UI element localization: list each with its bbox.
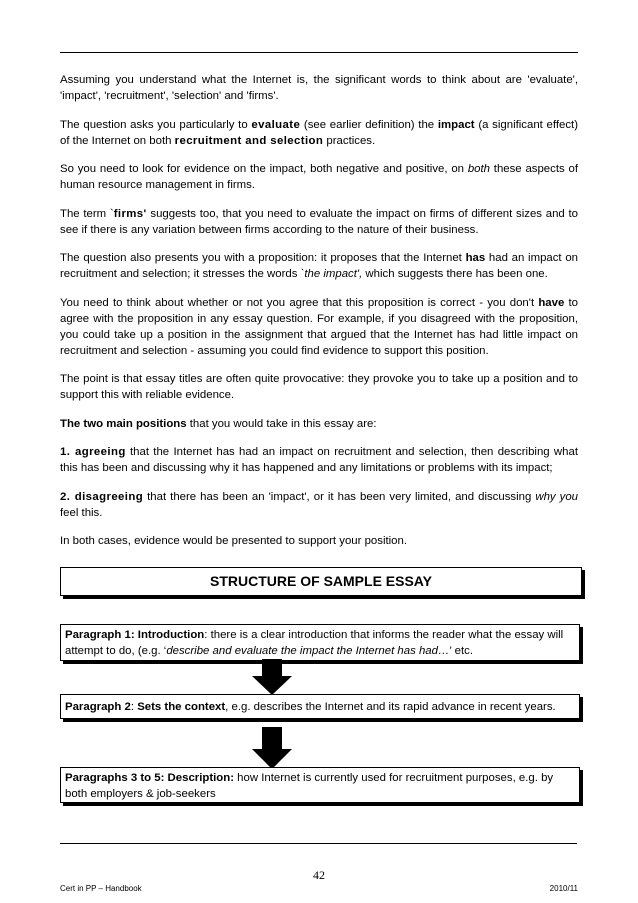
paragraph-2: The question asks you particularly to evaluate (see earlier definition) the impact (a significant effect) of the Internet on both recruitment and selection practices. (60, 118, 578, 147)
paragraph-7: The point is that essay titles are often quite provocative: they provoke you to take up a position and to support this with reliable evidence. (60, 373, 578, 401)
structure-title: STRUCTURE OF SAMPLE ESSAY (60, 567, 582, 596)
paragraph-10: 2. disagreeing that there has been an 'impact', or it has been very limited, and discussing why you feel this. (60, 490, 579, 519)
paragraph-3: So you need to look for evidence on the impact, both negative and positive, on both these aspects of human resource management in firms. (60, 163, 578, 191)
bottom-rule (60, 843, 577, 844)
down-arrow-icon (252, 727, 292, 769)
paragraphs-3-5-box: Paragraphs 3 to 5: Description: how Internet is currently used for recruitment purposes, e.g. by both employers & job-seekers (60, 767, 580, 803)
paragraph-4: The term `firms' suggests too, that you need to evaluate the impact on firms of different sizes and to see if there is any variation between firms according to the nature of their business. (60, 207, 578, 236)
paragraph-6: You need to think about whether or not you agree that this proposition is correct - you don't have to agree with the proposition in any essay question. For example, if you disagreed with the proposition, you could take up a position in the assignment that argued that the Internet has had little impact on recruitment and selection - assuming you could find evidence to support this position. (60, 296, 579, 357)
footer-left: Cert in PP – Handbook (60, 884, 142, 893)
body-text (60, 72, 578, 562)
paragraph-1: Assuming you understand what the Internet is, the significant words to think about are 'evaluate', 'impact', 'recruitment', 'selection' and 'firms'. (60, 74, 578, 102)
page-number: 42 (313, 868, 325, 882)
paragraph-5: The question also presents you with a proposition: it proposes that the Internet has had an impact on recruitment and selection; it stresses the words `the impact', which suggests there has been one. (60, 252, 578, 280)
paragraph-8: The two main positions that you would take in this essay are: (60, 417, 377, 430)
footer-right: 2010/11 (549, 884, 578, 893)
paragraph-11: In both cases, evidence would be presented to support your position. (60, 535, 408, 547)
paragraph-2-box: Paragraph 2: Sets the context, e.g. describes the Internet and its rapid advance in recent years. (60, 694, 580, 719)
down-arrow-icon (252, 659, 292, 695)
top-rule (60, 52, 578, 53)
paragraph-1-box: Paragraph 1: Introduction: there is a clear introduction that informs the reader what the essay will attempt to do, (e.g. ‘describe and evaluate the impact the Internet has had…’ etc. (60, 624, 580, 661)
paragraph-9: 1. agreeing that the Internet has had an impact on recruitment and selection, then describing what this has been and discussing why it has happened and any limitations or problems with its impact; (60, 446, 578, 474)
